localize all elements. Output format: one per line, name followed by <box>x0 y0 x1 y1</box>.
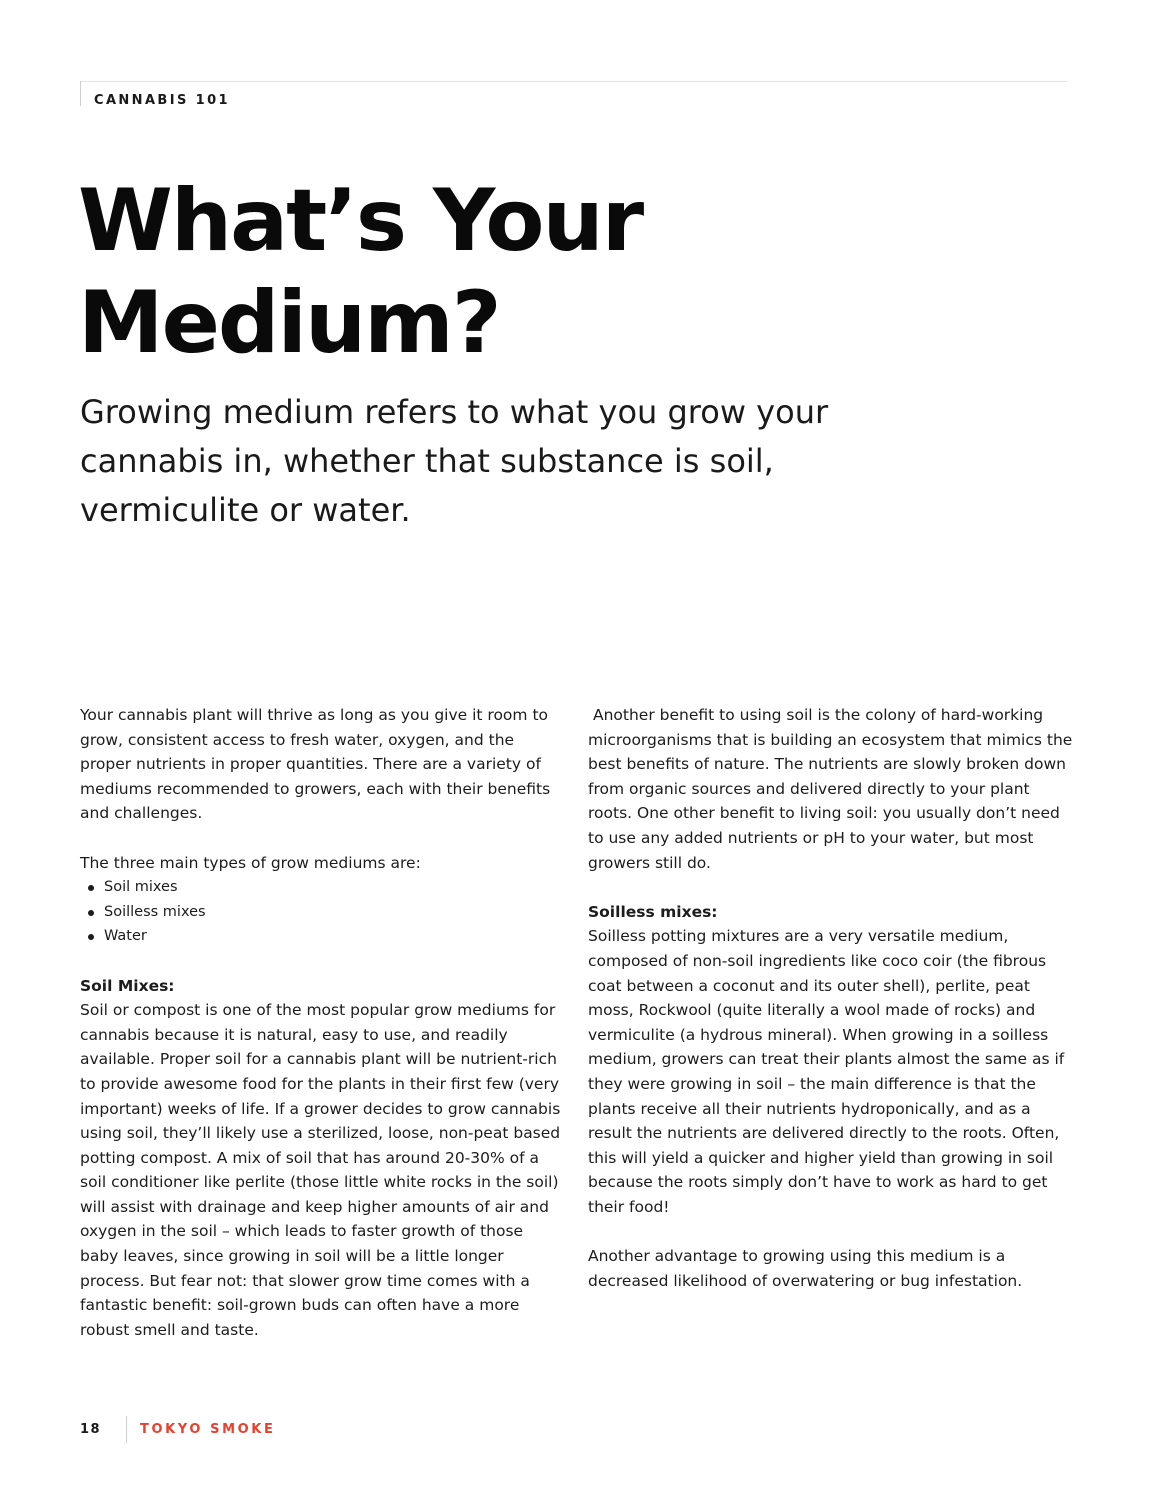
article-title: What’s Your Medium? <box>78 171 643 373</box>
soilless-mixes-heading: Soilless mixes: <box>588 902 718 921</box>
medium-types-list <box>80 875 565 949</box>
soilless-mixes-paragraph: Soilless potting mixtures are a very versatile medium, composed of non-soil ingredients like coco coir (the fibrous coat between a coconut and its outer shell), perlite, peat moss, Rockwool (quite literally a wool made of rocks) and vermiculite (a hydrous mineral). When growing in a soilless medium, growers can treat their plants almost the same as if they were growing in soil – the main difference is that the plants receive all their nutrients hydroponically, and as a result the nutrients are delivered directly to the roots. Often, this will yield a quicker and higher yield than growing in soil because the roots simply don’t have to work as hard to get their food! <box>588 927 1065 1216</box>
list-item: Water <box>104 924 565 949</box>
footer-divider <box>126 1416 127 1443</box>
list-intro: The three main types of grow mediums are: <box>80 853 421 872</box>
header-tick <box>80 81 81 106</box>
list-item: Soil mixes <box>104 875 565 900</box>
header-rule <box>80 81 1067 82</box>
left-column <box>80 703 565 1367</box>
right-column <box>588 703 1076 1318</box>
soil-mixes-paragraph: Soil or compost is one of the most popular grow mediums for cannabis because it is natural, easy to use, and readily available. Proper soil for a cannabis plant will be nutrient-rich to provide awesome food for the plants in their first few (very important) weeks of life. If a grower decides to grow cannabis using soil, they’ll likely use a sterilized, loose, non-peat based potting compost. A mix of soil that has around 20-30% of a soil conditioner like perlite (those little white rocks in the soil) will assist with drainage and keep higher amounts of air and oxygen in the soil – which leads to faster growth of those baby leaves, since growing in soil will be a little longer process. But fear not: that slower grow time comes with a fantastic benefit: soil-grown buds can often have a more robust smell and taste. <box>80 1001 561 1339</box>
brand-name: TOKYO SMOKE <box>140 1422 276 1437</box>
page-number: 18 <box>80 1422 102 1437</box>
intro-paragraph: Your cannabis plant will thrive as long as you give it room to grow, consistent access to fresh water, oxygen, and the proper nutrients in proper quantities. There are a variety of mediums recommended to growers, each with their benefits and challenges. <box>80 706 551 823</box>
article-deck: Growing medium refers to what you grow your cannabis in, whether that substance is soil, vermiculite or water. <box>80 393 829 529</box>
section-label: CANNABIS 101 <box>94 93 230 108</box>
soilless-advantage-paragraph: Another advantage to growing using this medium is a decreased likelihood of overwatering or bug infestation. <box>588 1247 1023 1290</box>
list-item: Soilless mixes <box>104 900 565 925</box>
soil-mixes-heading: Soil Mixes: <box>80 976 175 995</box>
soil-benefit-paragraph: Another benefit to using soil is the colony of hard-working microorganisms that is building an ecosystem that mimics the best benefits of nature. The nutrients are slowly broken down from organic sources and delivered directly to your plant roots. One other benefit to living soil: you usually don’t need to use any added nutrients or pH to your water, but most growers still do. <box>588 706 1073 872</box>
